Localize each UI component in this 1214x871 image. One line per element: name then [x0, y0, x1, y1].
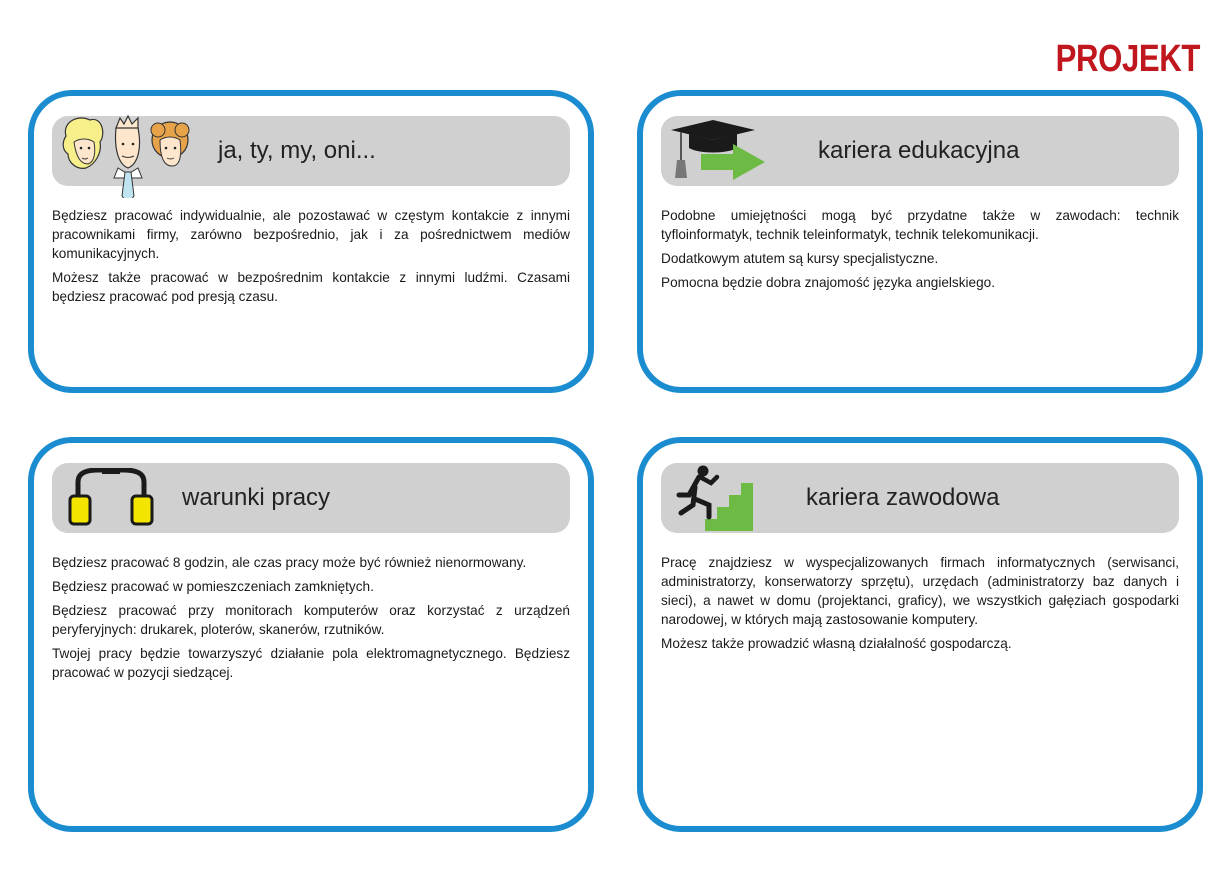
paragraph: Będziesz pracować w pomieszczeniach zamkniętych.: [52, 579, 374, 594]
card-body: [661, 206, 1179, 297]
card-kariera-edukacyjna: [637, 90, 1203, 393]
paragraph: Pracę znajdziesz w wyspecjalizowanych firmach informatycznych (serwisanci, administratorzy, konserwatorzy sprzętu), urzędach (administratorzy baz danych i sieci), a nawet w domu (projektanci, graficy), we wszystkich gałęziach gospodarki narodowej, w których mają zastosowanie komputery.: [661, 555, 1179, 627]
card-body: [52, 553, 570, 687]
card-header: [661, 463, 1179, 533]
paragraph: Będziesz pracować 8 godzin, ale czas pracy może być również nienormowany.: [52, 555, 527, 570]
card-kariera-zawodowa: [637, 437, 1203, 832]
people-icon: [58, 112, 208, 203]
paragraph: Będziesz pracować indywidualnie, ale pozostawać w częstym kontakcie z innymi pracownikami firmy, zarówno bezpośrednio, jak i za pośrednictwem mediów komunikacyjnych.: [52, 208, 570, 261]
card-body: [661, 553, 1179, 658]
paragraph: Możesz także pracować w bezpośrednim kontakcie z innymi ludźmi. Czasami będziesz pracować pod presją czasu.: [52, 270, 570, 304]
paragraph: Będziesz pracować przy monitorach komputerów oraz korzystać z urządzeń peryferyjnych: drukarek, ploterów, skanerów, rzutników.: [52, 603, 570, 637]
card-header: [661, 116, 1179, 186]
climbing-stairs-icon: [673, 465, 763, 536]
paragraph: Pomocna będzie dobra znajomość języka angielskiego.: [661, 275, 995, 290]
headphones-icon: [68, 468, 158, 533]
projekt-label: PROJEKT: [1055, 38, 1200, 80]
card-title: kariera zawodowa: [806, 484, 1000, 511]
paragraph: Podobne umiejętności mogą być przydatne także w zawodach: technik tyfloinformatyk, technik teleinformatyk, technik telekomunikacji.: [661, 208, 1179, 242]
paragraph: Twojej pracy będzie towarzyszyć działanie pola elektromagnetycznego. Będziesz pracować w pozycji siedzącej.: [52, 646, 570, 680]
card-title: kariera edukacyjna: [818, 137, 1020, 164]
card-header: [52, 463, 570, 533]
card-body: [52, 206, 570, 311]
paragraph: Dodatkowym atutem są kursy specjalistyczne.: [661, 251, 939, 266]
card-title: warunki pracy: [182, 484, 331, 511]
card-header: [52, 116, 570, 186]
graduation-cap-arrow-icon: [667, 120, 771, 189]
card-title: ja, ty, my, oni...: [218, 137, 376, 164]
paragraph: Możesz także prowadzić własną działalność gospodarczą.: [661, 636, 1012, 651]
card-warunki-pracy: [28, 437, 594, 832]
card-ja-ty-my-oni: [28, 90, 594, 393]
